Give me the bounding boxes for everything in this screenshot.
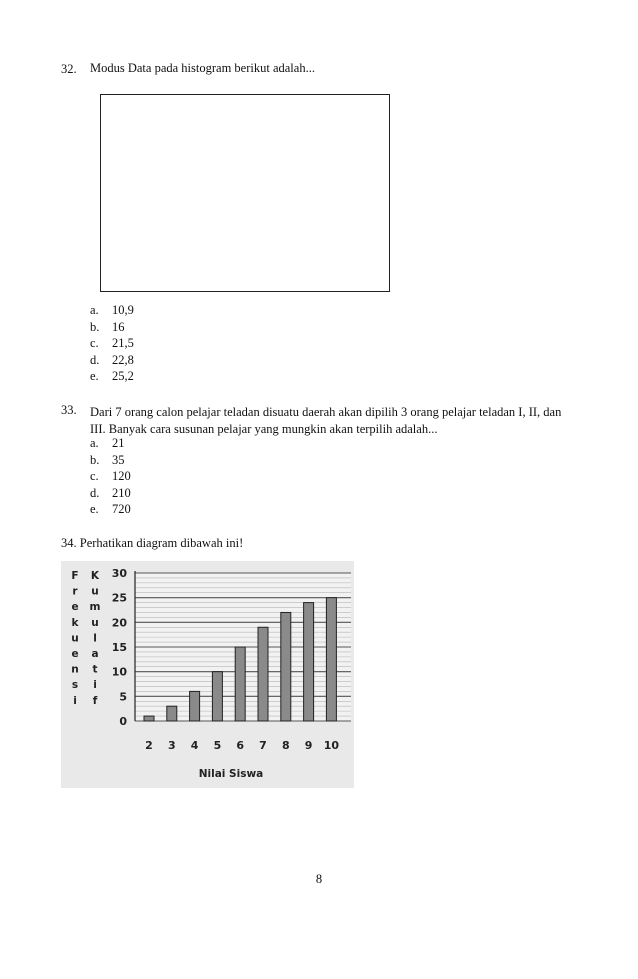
question-32-text: Modus Data pada histogram berikut adalah... [90, 61, 315, 75]
question-32-number: 32. [61, 62, 77, 76]
y-label-letter: a [91, 648, 99, 660]
y-label-letter: e [71, 601, 79, 614]
y-label-letter: e [71, 648, 79, 660]
q32-option-d[interactable]: d. 22,8 [90, 353, 134, 367]
x-tick-label: 3 [167, 739, 176, 752]
y-tick-label: 0 [119, 715, 127, 728]
x-tick-label: 4 [190, 739, 199, 752]
bar [326, 598, 336, 721]
question-34-text: 34. Perhatikan diagram dibawah ini! [61, 536, 244, 550]
x-tick-label: 7 [259, 739, 267, 752]
q33-option-e[interactable]: e. 720 [90, 502, 131, 516]
bar [144, 716, 154, 721]
x-tick-label: 10 [323, 739, 340, 752]
y-label-letter: i [73, 694, 77, 707]
q32-option-e[interactable]: e. 25,2 [90, 369, 134, 383]
q33-option-c[interactable]: c. 120 [90, 469, 131, 483]
question-33-line1: Dari 7 orang calon pelajar teladan disuatu daerah akan dipilih 3 orang pelajar teladan I, II, dan [90, 405, 562, 419]
bar [304, 603, 314, 721]
y-tick-label: 25 [111, 591, 127, 605]
y-tick-label: 10 [111, 665, 127, 679]
x-tick-label: 8 [281, 739, 290, 752]
x-tick-label: 6 [236, 739, 245, 752]
q32-option-c[interactable]: c. 21,5 [90, 336, 134, 350]
q32-option-a[interactable]: a. 10,9 [90, 303, 134, 317]
y-tick-label: 20 [111, 616, 127, 630]
q33-option-a[interactable]: a. 21 [90, 436, 125, 450]
bar [258, 627, 268, 721]
y-label-letter: m [89, 601, 101, 614]
x-tick-label: 5 [213, 739, 222, 752]
y-label-letter: u [91, 616, 99, 629]
y-tick-label: 5 [119, 690, 127, 704]
y-label-letter: f [92, 694, 98, 707]
q33-option-b[interactable]: b. 35 [90, 453, 125, 467]
question-33-number: 33. [61, 403, 77, 417]
y-label-letter: u [91, 585, 99, 598]
bar [167, 706, 177, 721]
y-label-letter: i [93, 679, 97, 692]
bar [190, 691, 200, 721]
q32-option-b[interactable]: b. 16 [90, 320, 125, 334]
bar [212, 672, 222, 721]
page-number: 8 [315, 872, 323, 886]
y-label-letter: r [72, 585, 78, 598]
y-tick-label: 15 [111, 641, 127, 654]
histogram-placeholder-box [100, 94, 390, 292]
y-tick-label: 30 [111, 567, 127, 580]
x-tick-label: 2 [145, 739, 153, 752]
x-axis-label: Nilai Siswa [198, 768, 264, 780]
y-label-letter: u [71, 632, 79, 645]
y-label-letter: t [92, 663, 98, 676]
y-label-letter: F [71, 570, 79, 582]
y-label-letter: l [93, 632, 97, 645]
question-33-line2: III. Banyak cara susunan pelajar yang mungkin akan terpilih adalah... [90, 422, 438, 436]
bar [235, 647, 245, 721]
bar [281, 612, 291, 721]
y-label-letter: n [71, 663, 79, 676]
chart-svg [61, 561, 354, 788]
x-tick-label: 9 [304, 739, 313, 752]
y-label-letter: K [90, 570, 100, 582]
cumulative-frequency-chart [61, 561, 354, 788]
y-label-letter: s [71, 679, 79, 692]
y-label-letter: k [71, 616, 79, 629]
q33-option-d[interactable]: d. 210 [90, 486, 131, 500]
